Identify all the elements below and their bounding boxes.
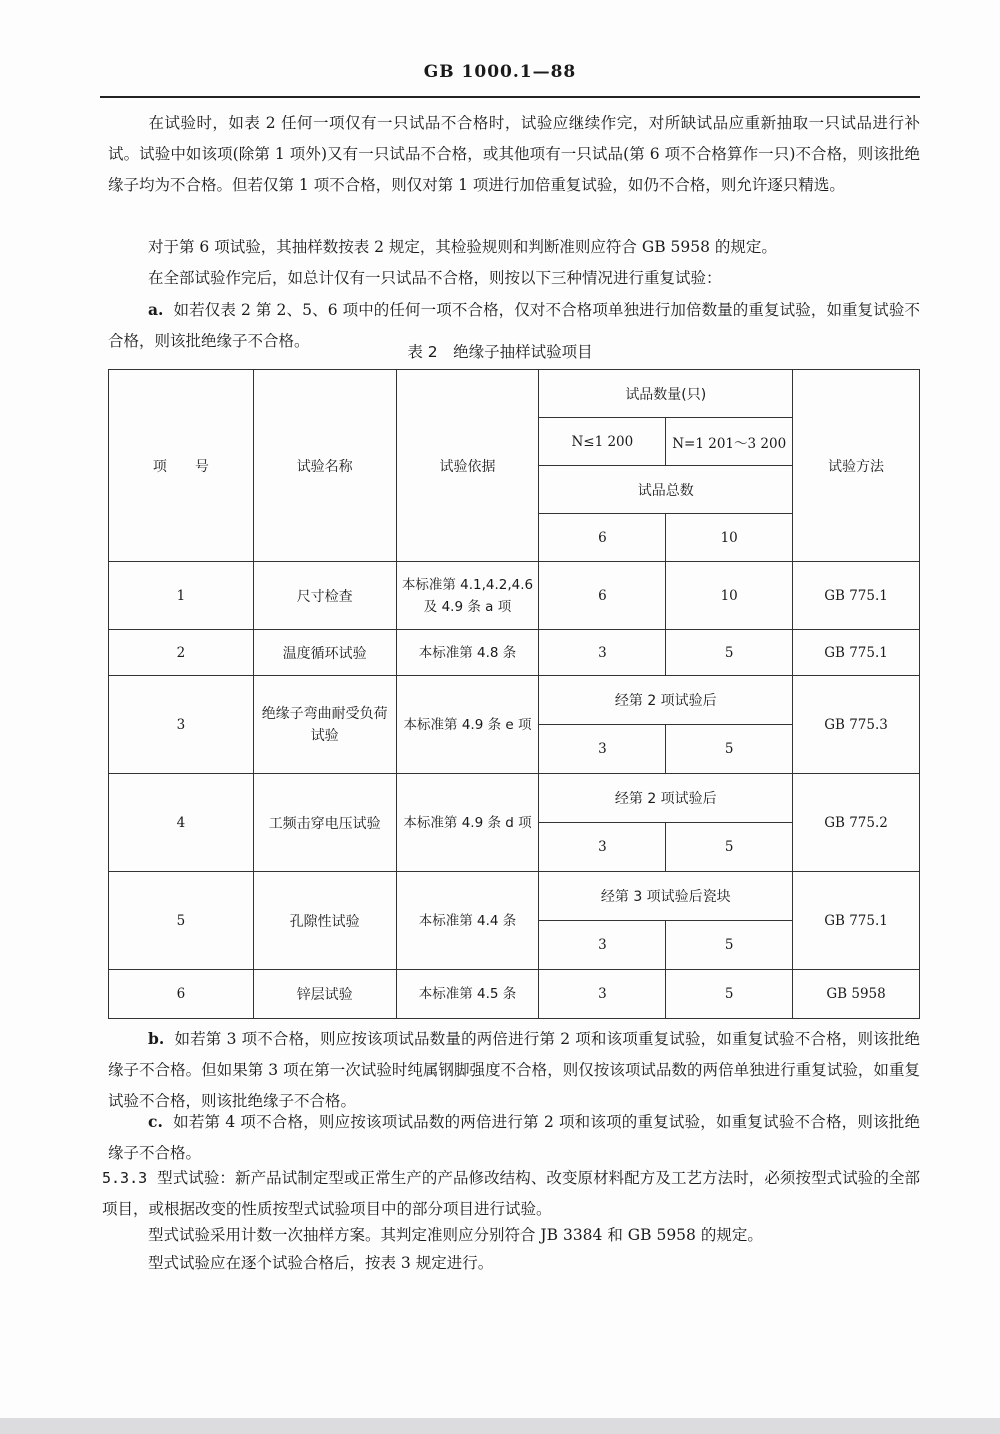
table-row [109, 630, 920, 676]
row-item-no: 1 [109, 562, 254, 630]
section-text: 型式试验：新产品试制定型或正常生产的产品修改结构、改变原材料配方及工艺方法时，必须按型式试验的全部项目，或根据改变的性质按型式试验项目中的部分项目进行试验。 [102, 1169, 920, 1218]
row-test-name: 绝缘子弯曲耐受负荷试验 [253, 676, 396, 774]
list-item-c [108, 1106, 920, 1169]
document-header-code: GB 1000.1—88 [423, 62, 577, 82]
paragraph-item6-rule [108, 232, 920, 263]
row-test-basis: 本标准第 4.9 条 d 项 [396, 774, 539, 872]
paragraph-table3-order [108, 1248, 920, 1279]
paragraph-text: 在试验时，如表 2 任何一项仅有一只试品不合格时，试验应继续作完，对所缺试品应重新抽取一只试品进行补试。试验中如该项(除第 1 项外)又有一只试品不合格，或其他项有一只试品(第 6 项不合格算作一只)不合格，则该批绝缘子均为不合格。但若仅第 1 项不合格，则仅对第 1 项进行加倍重复试验，如仍不合格，则允许逐只精选。 [108, 114, 920, 194]
paragraph-text: 型式试验应在逐个试验合格后，按表 3 规定进行。 [148, 1254, 494, 1272]
table-row [109, 872, 920, 921]
header-total-large: 10 [666, 514, 793, 562]
row-test-name: 尺寸检查 [253, 562, 396, 630]
row-test-basis: 本标准第 4.4 条 [396, 872, 539, 970]
list-item-label: b. [148, 1029, 165, 1048]
row-qty-small: 3 [539, 823, 666, 872]
header-item-no: 项 号 [109, 370, 254, 562]
paragraph-retest-rule [108, 108, 920, 201]
table-row [109, 970, 920, 1019]
header-lot-large: N=1 201～3 200 [666, 418, 793, 466]
paragraph-text: 对于第 6 项试验，其抽样数按表 2 规定，其检验规则和判断准则应符合 GB 5958 的规定。 [148, 238, 777, 256]
sampling-test-table [108, 369, 920, 1019]
list-item-text: 如若第 3 项不合格，则应按该项试品数量的两倍进行第 2 项和该项重复试验，如重复试验不合格，则该批绝缘子不合格。但如果第 3 项在第一次试验时纯属钢脚强度不合格，则仅按该项试品数的两倍单独进行重复试验，如重复试验不合格，则该批绝缘子不合格。 [108, 1030, 920, 1110]
paragraph-text: 在全部试验作完后，如总计仅有一只试品不合格，则按以下三种情况进行重复试验： [148, 269, 722, 287]
row-test-method: GB 775.2 [793, 774, 920, 872]
row-test-method: GB 775.3 [793, 676, 920, 774]
table-row [109, 774, 920, 823]
row-item-no: 2 [109, 630, 254, 676]
row-item-no: 3 [109, 676, 254, 774]
table-row [109, 562, 920, 630]
header-lot-small: N≤1 200 [539, 418, 666, 466]
paragraph-text: 型式试验采用计数一次抽样方案。其判定准则应分别符合 JB 3384 和 GB 5958 的规定。 [148, 1226, 763, 1244]
row-test-basis: 本标准第 4.9 条 e 项 [396, 676, 539, 774]
paragraph-sampling-scheme [108, 1220, 920, 1251]
row-qty-large: 10 [666, 562, 793, 630]
row-test-method: GB 775.1 [793, 872, 920, 970]
row-precondition: 经第 2 项试验后 [539, 774, 793, 823]
list-item-text: 如若第 4 项不合格，则应按该项试品数的两倍进行第 2 项和该项的重复试验，如重复试验不合格，则该批绝缘子不合格。 [108, 1113, 921, 1162]
header-test-name: 试验名称 [253, 370, 396, 562]
section-number: 5.3.3 [102, 1169, 148, 1187]
list-item-b [108, 1023, 920, 1117]
row-qty-small: 6 [539, 562, 666, 630]
row-qty-large: 5 [666, 823, 793, 872]
row-qty-small: 3 [539, 725, 666, 774]
list-item-label: a. [148, 300, 164, 319]
paragraph-three-cases [108, 263, 920, 294]
row-test-method: GB 775.1 [793, 630, 920, 676]
header-sample-quantity: 试品数量(只) [539, 370, 793, 418]
row-precondition: 经第 3 项试验后瓷块 [539, 872, 793, 921]
row-test-name: 温度循环试验 [253, 630, 396, 676]
row-item-no: 4 [109, 774, 254, 872]
row-qty-large: 5 [666, 921, 793, 970]
header-total-samples: 试品总数 [539, 466, 793, 514]
row-test-basis: 本标准第 4.8 条 [396, 630, 539, 676]
table-row [109, 676, 920, 725]
row-qty-large: 5 [666, 970, 793, 1019]
list-item-label: c. [148, 1112, 163, 1131]
row-qty-small: 3 [539, 970, 666, 1019]
viewer-bottom-strip [0, 1418, 1000, 1434]
row-test-name: 锌层试验 [253, 970, 396, 1019]
row-test-basis: 本标准第 4.5 条 [396, 970, 539, 1019]
header-rule [100, 96, 920, 98]
section-5-3-3 [102, 1163, 920, 1225]
list-item-text: 如若仅表 2 第 2、5、6 项中的任何一项不合格，仅对不合格项单独进行加倍数量的重复试验，如重复试验不合格，则该批绝缘子不合格。 [108, 301, 920, 350]
row-qty-large: 5 [666, 725, 793, 774]
row-qty-large: 5 [666, 630, 793, 676]
row-test-basis: 本标准第 4.1,4.2,4.6 及 4.9 条 a 项 [396, 562, 539, 630]
row-qty-small: 3 [539, 921, 666, 970]
row-test-name: 孔隙性试验 [253, 872, 396, 970]
header-test-basis: 试验依据 [396, 370, 539, 562]
header-test-method: 试验方法 [793, 370, 920, 562]
row-test-name: 工频击穿电压试验 [253, 774, 396, 872]
row-test-method: GB 775.1 [793, 562, 920, 630]
row-qty-small: 3 [539, 630, 666, 676]
row-item-no: 5 [109, 872, 254, 970]
row-test-method: GB 5958 [793, 970, 920, 1019]
row-precondition: 经第 2 项试验后 [539, 676, 793, 725]
row-item-no: 6 [109, 970, 254, 1019]
header-total-small: 6 [539, 514, 666, 562]
table-caption: 表 2 绝缘子抽样试验项目 [407, 343, 593, 361]
